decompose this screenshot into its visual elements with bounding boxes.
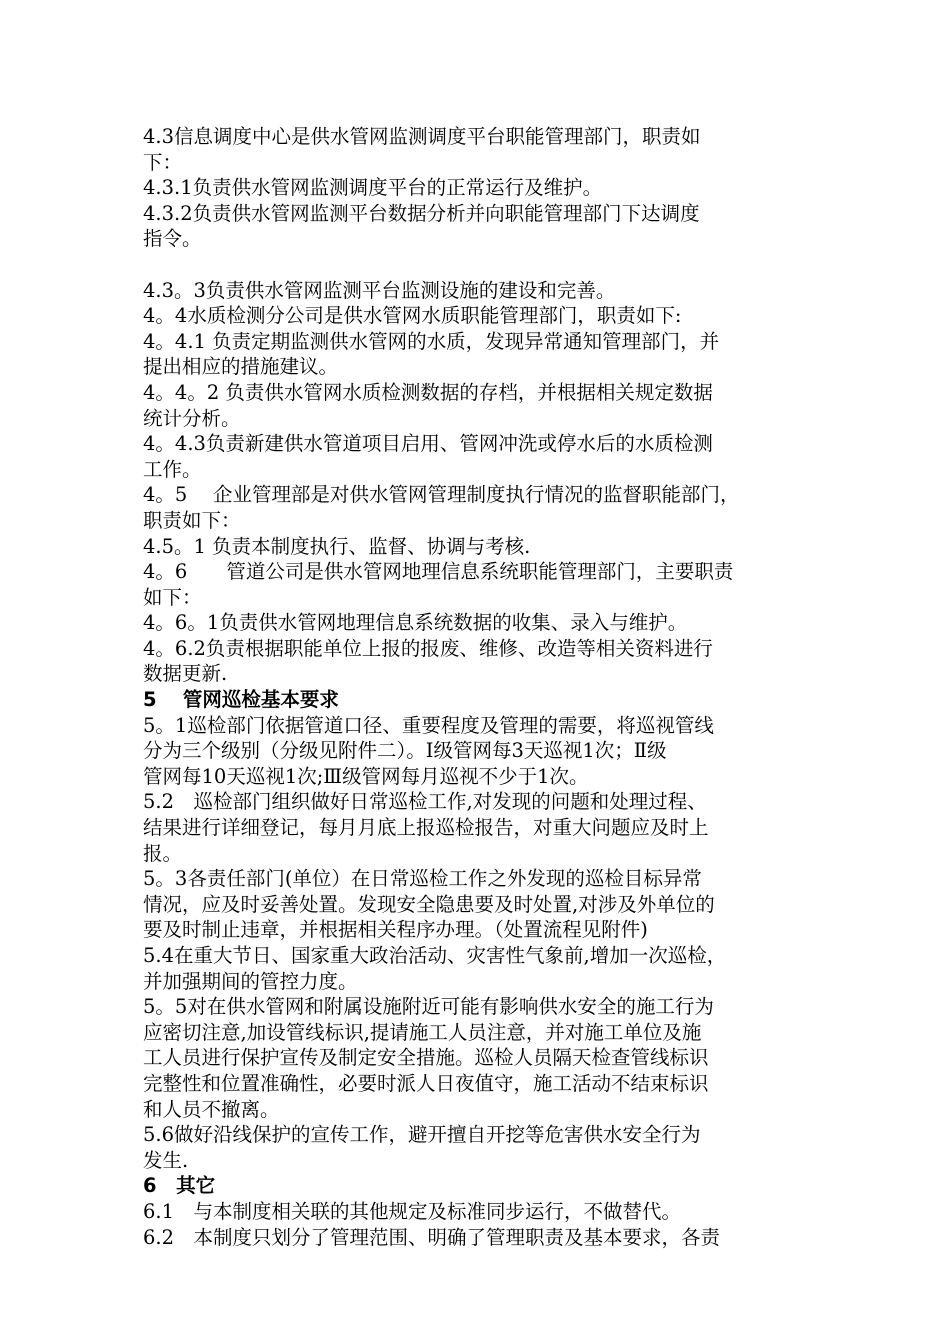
text-line: 如下：	[143, 585, 202, 609]
text-line: 数据更新.	[143, 662, 228, 686]
text-line: 4。5 企业管理部是对供水管网管理制度执行情况的监督职能部门，	[143, 483, 740, 507]
text-line: 4.3。3负责供水管网监测平台监测设施的建设和完善。	[143, 278, 616, 302]
text-line: 4。4.3负责新建供水管道项目启用、管网冲洗或停水后的水质检测	[143, 432, 713, 456]
text-line: 4。6 管道公司是供水管网地理信息系统职能管理部门，主要职责	[143, 560, 734, 584]
text-line: 4。6.2负责根据职能单位上报的报废、维修、改造等相关资料进行	[143, 636, 713, 660]
text-line: 4。4水质检测分公司是供水管网水质职能管理部门，职责如下:	[143, 304, 682, 328]
blank-line	[143, 252, 833, 278]
text-line: 5。3各责任部门(单位）在日常巡检工作之外发现的巡检目标异常	[143, 867, 702, 891]
text-line: 4.3信息调度中心是供水管网监测调度平台职能管理部门，职责如	[143, 125, 701, 148]
text-line: 5。1巡检部门依据管道口径、重要程度及管理的需要，将巡视管线	[143, 713, 714, 737]
text-line: 6.2 本制度只划分了管理范围、明确了管理职责及基本要求，各责	[143, 1225, 721, 1249]
text-line: 提出相应的措施建议。	[143, 355, 339, 379]
text-line: 5。5对在供水管网和附属设施附近可能有影响供水安全的施工行为	[143, 995, 714, 1019]
text-line: 5.4在重大节日、国家重大政治活动、灾害性气象前,增加一次巡检，	[143, 944, 727, 967]
text-line: 分为三个级别（分级见附件二）。Ⅰ级管网每3天巡视1次；Ⅱ级	[143, 739, 667, 763]
text-line: 要及时制止违章，并根据相关程序办理。（处置流程见附件)	[143, 918, 648, 942]
text-line: 职责如下：	[143, 508, 241, 532]
text-line: 工作。	[143, 457, 202, 481]
text-line: 管网每10天巡视1次;Ⅲ级管网每月巡视不少于1次。	[143, 764, 589, 788]
text-line: 完整性和位置准确性，必要时派人日夜值守，施工活动不结束标识	[143, 1071, 709, 1095]
section-heading: 6 其它	[143, 1174, 216, 1198]
document-body	[143, 124, 833, 1250]
text-line: 5.6做好沿线保护的宣传工作，避开擅自开挖等危害供水安全行为	[143, 1123, 701, 1147]
text-line: 下：	[143, 150, 183, 174]
text-line: 和人员不撤离。	[143, 1097, 280, 1121]
text-line: 4。4。2 负责供水管网水质检测数据的存档，并根据相关规定数据	[143, 380, 713, 404]
text-line: 4。6。1负责供水管网地理信息系统数据的收集、录入与维护。	[143, 611, 688, 635]
text-line: 4.3.1负责供水管网监测调度平台的正常运行及维护。	[143, 176, 603, 200]
text-line: 发生.	[143, 1148, 189, 1172]
text-line: 工人员进行保护宣传及制定安全措施。巡检人员隔天检查管线标识	[143, 1046, 709, 1070]
text-line: 指令。	[143, 227, 202, 251]
text-line: 并加强期间的管控力度。	[143, 969, 358, 993]
text-line: 4.3.2负责供水管网监测平台数据分析并向职能管理部门下达调度	[143, 201, 700, 225]
text-line: 结果进行详细登记，每月月底上报巡检报告，对重大问题应及时上	[143, 816, 709, 840]
text-line: 4.5。1 负责本制度执行、监督、协调与考核.	[143, 534, 531, 558]
text-line: 5.2 巡检部门组织做好日常巡检工作,对发现的问题和处理过程、	[143, 790, 707, 814]
section-heading: 5 管网巡检基本要求	[143, 688, 339, 712]
text-line: 统计分析。	[143, 406, 241, 430]
text-line: 6.1 与本制度相关联的其他规定及标准同步运行，不做替代。	[143, 1199, 682, 1223]
text-line: 4。4.1 负责定期监测供水管网的水质，发现异常通知管理部门，并	[143, 329, 720, 353]
text-line: 应密切注意,加设管线标识,提请施工人员注意，并对施工单位及施	[143, 1020, 702, 1044]
text-line: 情况，应及时妥善处置。发现安全隐患要及时处置,对涉及外单位的	[143, 892, 715, 916]
text-line: 报。	[143, 841, 183, 865]
